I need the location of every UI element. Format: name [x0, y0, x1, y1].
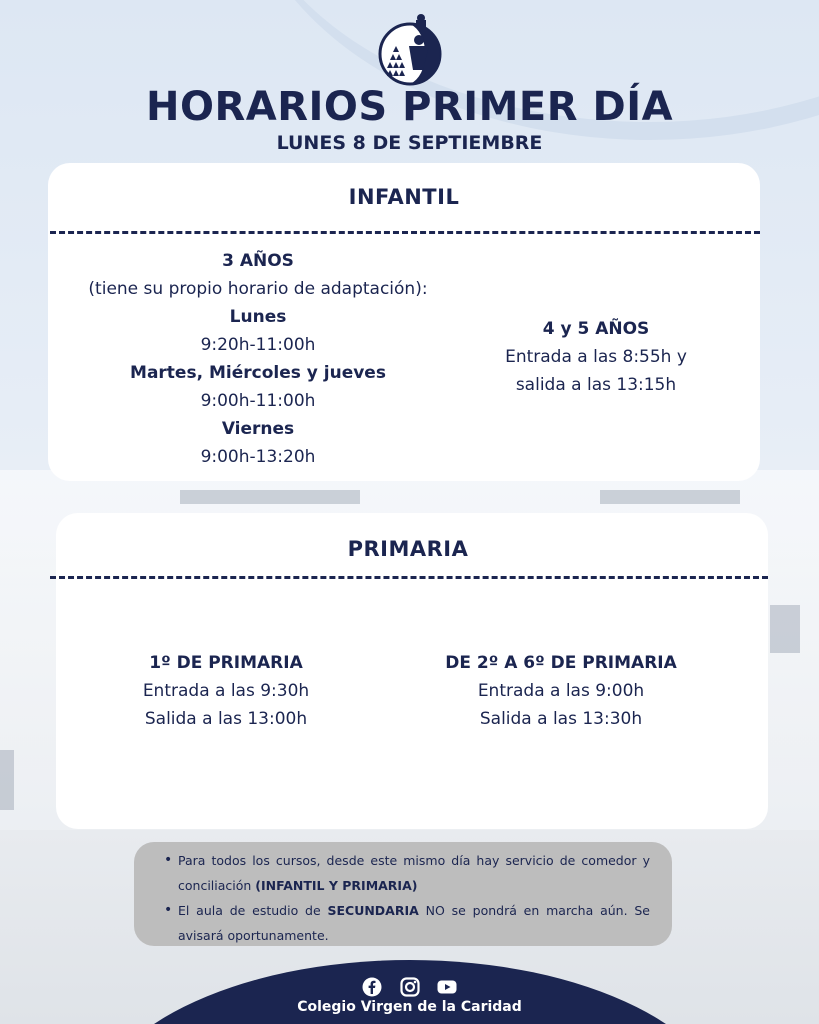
primaria-1-salida: Salida a las 13:00h: [144, 709, 308, 729]
primaria-1-column: [96, 649, 356, 733]
infantil-4-5-salida: salida a las 13:15h: [515, 375, 677, 395]
instagram-icon[interactable]: [400, 977, 420, 997]
note-item-secundaria: • El aula de estudio de SECUNDARIA NO se pondrá en marcha aún. Se avisará oportunamente.: [164, 898, 650, 948]
school-logo: [373, 10, 447, 86]
primaria-1-entrada: Entrada a las 9:30h: [142, 681, 310, 701]
infantil-4-5-anos-heading: 4 y 5 AÑOS: [542, 319, 650, 339]
school-name: Colegio Virgen de la Caridad: [297, 999, 522, 1015]
infantil-title: INFANTIL: [348, 185, 460, 209]
infantil-day-lunes: Lunes: [229, 307, 287, 327]
primaria-2-6-salida: Salida a las 13:30h: [479, 709, 643, 729]
infantil-time-lunes: 9:20h-11:00h: [200, 335, 316, 355]
primaria-card: [56, 513, 768, 829]
facebook-icon[interactable]: [362, 977, 382, 997]
infantil-day-viernes: Viernes: [221, 419, 295, 439]
primaria-title: PRIMARIA: [347, 537, 469, 561]
note-item-comedor: • Para todos los cursos, desde este mismo día hay servicio de comedor y conciliación (INFANTIL Y PRIMARIA): [164, 848, 650, 898]
primaria-1-heading: 1º DE PRIMARIA: [149, 653, 303, 673]
infantil-card: [48, 163, 760, 481]
social-links: [0, 976, 819, 997]
primaria-2-6-entrada: Entrada a las 9:00h: [477, 681, 645, 701]
infantil-3-anos-column: [48, 247, 468, 471]
infantil-day-martes-jueves: Martes, Miércoles y jueves: [130, 363, 386, 383]
page-subtitle: LUNES 8 DE SEPTIEMBRE: [276, 132, 543, 154]
primaria-2-6-heading: DE 2º A 6º DE PRIMARIA: [445, 653, 677, 673]
infantil-divider: [50, 231, 760, 234]
youtube-icon[interactable]: [437, 977, 457, 997]
infantil-4-5-anos-column: [468, 315, 724, 399]
primaria-2-6-column: [418, 649, 704, 733]
infantil-3-anos-note: (tiene su propio horario de adaptación):: [88, 279, 428, 299]
infantil-time-viernes: 9:00h-13:20h: [200, 447, 316, 467]
infantil-3-anos-heading: 3 AÑOS: [222, 251, 294, 271]
infantil-4-5-entrada: Entrada a las 8:55h y: [505, 347, 687, 367]
notes-box: [134, 842, 672, 946]
infantil-time-martes-jueves: 9:00h-11:00h: [200, 391, 316, 411]
primaria-divider: [50, 576, 768, 579]
page-title: HORARIOS PRIMER DÍA: [145, 84, 674, 130]
